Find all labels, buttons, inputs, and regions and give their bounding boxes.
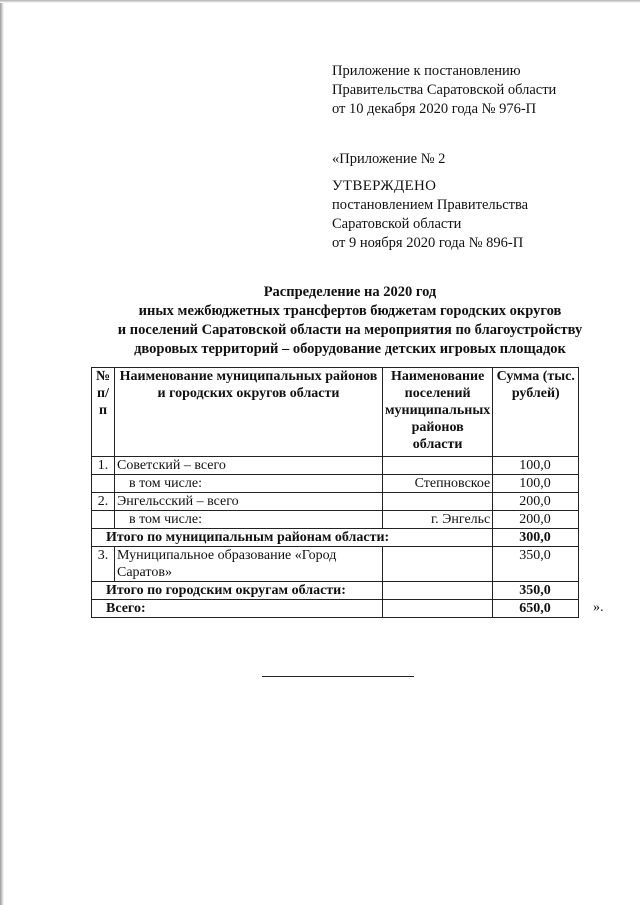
resolution-header [332,62,556,119]
page-edge-shadow [0,0,4,905]
row-num [92,511,115,529]
row-num: 3. [92,547,115,582]
row-settlement: Степновское [383,475,493,493]
closing-quote: ». [593,600,604,615]
subtotal-sum: 300,0 [493,529,579,547]
table-row [92,475,579,493]
table-header-row [92,368,579,457]
approval-line: от 9 ноября 2020 года № 896-П [332,235,524,251]
row-settlement [383,493,493,511]
header-sum: Сумма (тыс. рублей) [493,368,579,457]
end-divider [262,676,414,677]
header-line: Приложение к постановлению [332,63,521,79]
row-district: Советский – всего [115,457,383,475]
empty-cell [383,600,493,618]
page-edge-shadow-top [0,0,640,3]
row-settlement [383,547,493,582]
header-line: от 10 декабря 2020 года № 976-П [332,101,537,117]
approved-label: УТВЕРЖДЕНО [332,178,437,194]
total-row [92,600,579,618]
subtotal-label: Итого по городским округам области: [92,582,383,600]
row-district: в том числе: [115,475,383,493]
approval-line: постановлением Правительства [332,197,529,213]
distribution-table [91,367,579,618]
table-row [92,511,579,529]
subtotal-label: Итого по муниципальным районам области: [92,529,493,547]
header-line: Правительства Саратовской области [332,82,557,98]
row-num [92,475,115,493]
row-settlement [383,457,493,475]
approval-line: Саратовской области [332,216,462,232]
subtotal-row-cities [92,582,579,600]
row-sum: 100,0 [493,475,579,493]
title-line: Распределение на 2020 год [263,284,437,300]
table-row [92,493,579,511]
document-title [90,283,610,359]
header-settlement: Наименование поселений муниципальных районов области [383,368,493,457]
header-district: Наименование муниципальных районов и городских округов области [115,368,383,457]
table-row [92,547,579,582]
row-sum: 100,0 [493,457,579,475]
title-line: дворовых территорий – оборудование детских игровых площадок [134,341,566,357]
empty-cell [383,582,493,600]
table-row [92,457,579,475]
subtotal-row-districts [92,529,579,547]
appendix-label: «Приложение № 2 [332,151,446,167]
row-sum: 200,0 [493,511,579,529]
row-settlement: г. Энгельс [383,511,493,529]
total-sum: 650,0 [493,600,579,618]
title-line: иных межбюджетных трансфертов бюджетам городских округов [138,303,562,319]
row-district: Энгельсский – всего [115,493,383,511]
row-num: 2. [92,493,115,511]
row-num: 1. [92,457,115,475]
total-label: Всего: [92,600,383,618]
subtotal-sum: 350,0 [493,582,579,600]
title-line: и поселений Саратовской области на мероприятия по благоустройству [117,322,583,338]
row-district: в том числе: [115,511,383,529]
row-sum: 200,0 [493,493,579,511]
row-sum: 350,0 [493,547,579,582]
header-num: № п/п [92,368,115,457]
row-district: Муниципальное образование «Город Саратов» [115,547,383,582]
approval-stamp [332,150,528,253]
